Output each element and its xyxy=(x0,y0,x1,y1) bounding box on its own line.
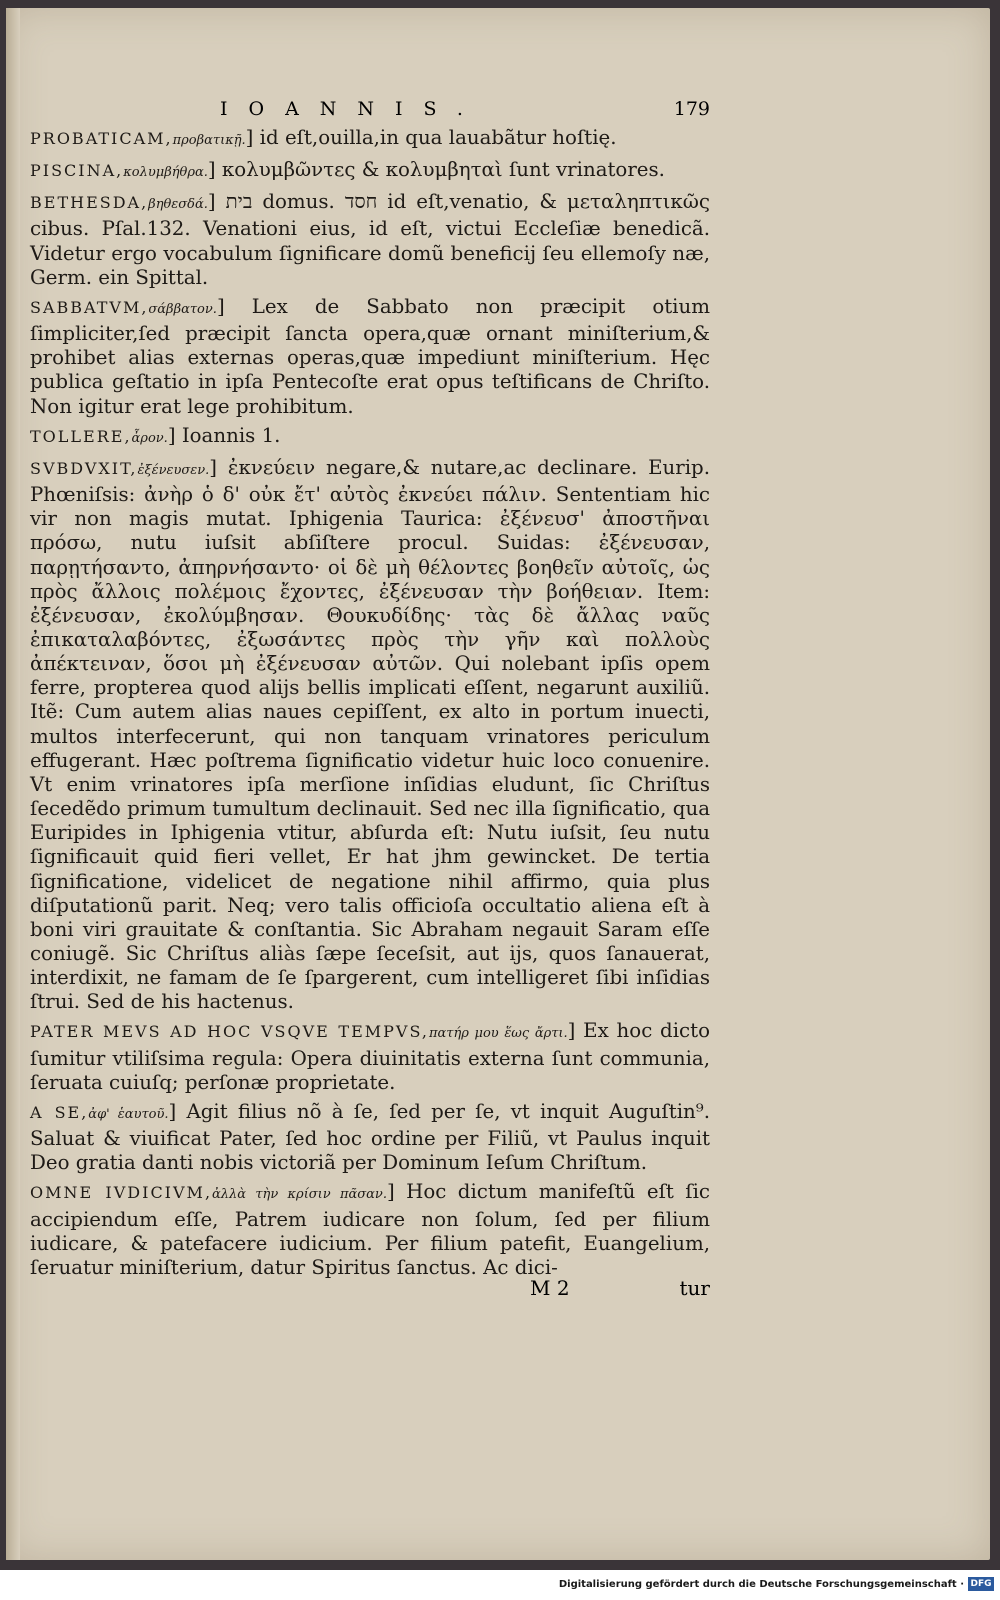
signature-mark: M 2 xyxy=(530,1276,570,1300)
paragraph xyxy=(30,1100,710,1175)
greek-lemma: ἀλλὰ τὴν κρίσιν πᾶσαν. xyxy=(212,1187,387,1203)
greek-lemma: σάββατον. xyxy=(148,301,217,317)
running-head-title: IOANNIS. xyxy=(220,98,484,120)
catchword: tur xyxy=(679,1276,710,1300)
paragraph xyxy=(30,126,710,153)
commentary-text: ] Ioannis 1. xyxy=(167,423,281,447)
paragraph xyxy=(30,456,710,1015)
dfg-logo: DFG xyxy=(968,1577,994,1591)
greek-lemma: προβατικῇ. xyxy=(172,133,246,148)
commentary-text: ] Lex de Sabbato non præcipit otium ſimpliciter,ſed præcipit ſancta opera,quæ ornant miniſterium,& prohibet alias externas operas,quæ impediunt miniſterium. Hęc publica geſtatio in ipſa Pentecoſte erat opus teſtificans de Chriſto. Non igitur erat lege prohibitum. xyxy=(30,294,710,418)
commentary-text: ] בית domus. חסד id eſt,venatio, & μεταληπτικῶς cibus. Pſal.132. Venationi eius, id eſt, victui Eccleſiæ benedicã. Videtur ergo vocabulum ſignificare domũ beneficij ſeu ellemoſy næ, Germ. ein Spittal. xyxy=(30,190,710,289)
catchline xyxy=(30,1276,710,1302)
commentary-text: ] id eſt,ouilla,in qua lauabãtur hoſtię. xyxy=(245,126,617,149)
paragraph xyxy=(30,1019,710,1094)
lemma: PATER MEVS AD HOC VSQVE TEMPVS, xyxy=(30,1022,429,1042)
paragraph xyxy=(30,424,710,451)
greek-lemma: πατήρ μου ἕως ἄρτι. xyxy=(428,1026,568,1042)
lemma: PISCINA, xyxy=(30,161,124,181)
commentary-text: ] ἐκνεύειν negare,& nutare,ac declinare. Eurip. Phœniſsis: ἀνὴρ ὁ δ' οὐκ ἔτ' αὐτὸς ἐκνεύει πάλιν. Sententiam hic vir non magis mutat. Iphigenia Taurica: ἐξένευσ' ἀποστῆναι πρόσω, nutu iuſsit abſiſtere procul. Suidas: ἐξένευσαν, παρῃτήσαντο, ἀπηρνήσαντο· οἱ δὲ μὴ θέλοντες βοηθεῖν αὐτοῖς, ὡς πρὸς ἄλλοις πολέμοις ἔχοντες, ἐξένευσαν τὴν βοήθειαν. Item: ἐξένευσαν, ἐκολύμβησαν. Θουκυδίδης· τὰς δὲ ἄλλας ναῦς ἐπικαταλαβόντες, ἐξωσάντες πρὸς τὴν γῆν καὶ πολλοὺς ἀπέκτειναν, ὅσοι μὴ ἐξένευσαν αὐτῶν. Qui nolebant ipſis opem ferre, propterea quod alijs bellis implicati eſſent, negarunt auxiliũ. Itẽ: Cum autem alias naues cepiſſent, ex alto in portum inuecti, multos interfecerunt, qui non tanquam vrinatores periculum effugerant. Hæc poſtrema ſignificatio videtur huic loco conuenire. Vt enim vrinatores ipſa merſione inſidias eludunt, ſic Chriſtus ſecedẽdo primum tumultum declinauit. Sed nec illa ſignificatio, qua Euripides in Iphigenia vtitur, abſurda eſt: Nutu iuſsit, ſeu nutu ſignificauit quid fieri vellet, Er hat jhm gewincket. De tertia ſignificatione, videlicet de negatione nihil affirmo, quia plus diſputationũ parit. Neq; vero talis officioſa occultatio aliena eſt à boni viri grauitate & conſtantia. Sic Abraham negauit Saram eſſe coniugẽ. Sic Chriſtus aliàs ſæpe ſeceſsit, aut ijs, quos ſanauerat, interdixit, ne famam de ſe ſpargerent, cum intelligeret ſibi inſidias ſtrui. Sed de his hactenus. xyxy=(30,455,710,1014)
commentary-text: ] Ex hoc dicto ſumitur vtiliſsima regula: Opera diuinitatis externa ſunt communia, ſeruata cuiuſq; perſonæ proprietate. xyxy=(30,1019,710,1094)
lemma: PROBATICAM, xyxy=(30,129,173,148)
lemma: SABBATVM, xyxy=(30,297,149,317)
lemma: OMNE IVDICIVM, xyxy=(30,1183,213,1203)
commentary-text: ] κολυμβῶντες & κολυμβηταὶ ſunt vrinatores. xyxy=(207,158,665,182)
greek-lemma: ἆρον. xyxy=(131,430,168,446)
footer-bar xyxy=(0,1570,1000,1600)
greek-lemma: ἐξένευσεν. xyxy=(137,462,210,478)
commentary-text: ] Agit filius nõ à ſe, ſed per ſe, vt inquit Auguſtin⁹. Saluat & viuificat Pater, ſed hoc ordine per Filiũ, vt Paulus inquit Deo gratia danti nobis victoriã per Dominum Ieſum Chriſtum. xyxy=(30,1099,710,1175)
lemma: SVBDVXIT, xyxy=(30,458,138,478)
paragraph xyxy=(30,158,710,185)
greek-lemma: ἀφ' ἑαυτοῦ. xyxy=(88,1106,169,1122)
commentary-text: ] Hoc dictum manifeſtũ eſt ſic accipiendum eſſe, Patrem iudicare non ſolum, ſed per filium iudicare, & patefacere iudicium. Per filium patefit, Euangelium, ſeruatur miniſterium, datur Spiritus ſanctus. Ac dici- xyxy=(30,1180,711,1279)
lemma: TOLLERE, xyxy=(30,426,132,446)
paragraph xyxy=(30,295,710,419)
greek-lemma: κολυμβήθρα. xyxy=(123,165,208,181)
lemma: A SE, xyxy=(30,1102,89,1122)
paragraph xyxy=(30,1180,710,1280)
page-edge xyxy=(6,8,20,1560)
greek-lemma: βηθεσδά. xyxy=(148,197,208,213)
paragraph xyxy=(30,190,710,290)
paragraphs xyxy=(30,126,710,1285)
footer-credit: Digitalisierung gefördert durch die Deutsche Forschungsgemeinschaft · xyxy=(558,1579,964,1590)
lemma: BETHESDA, xyxy=(30,193,149,213)
page-number: 179 xyxy=(673,98,710,120)
running-head xyxy=(30,98,710,126)
